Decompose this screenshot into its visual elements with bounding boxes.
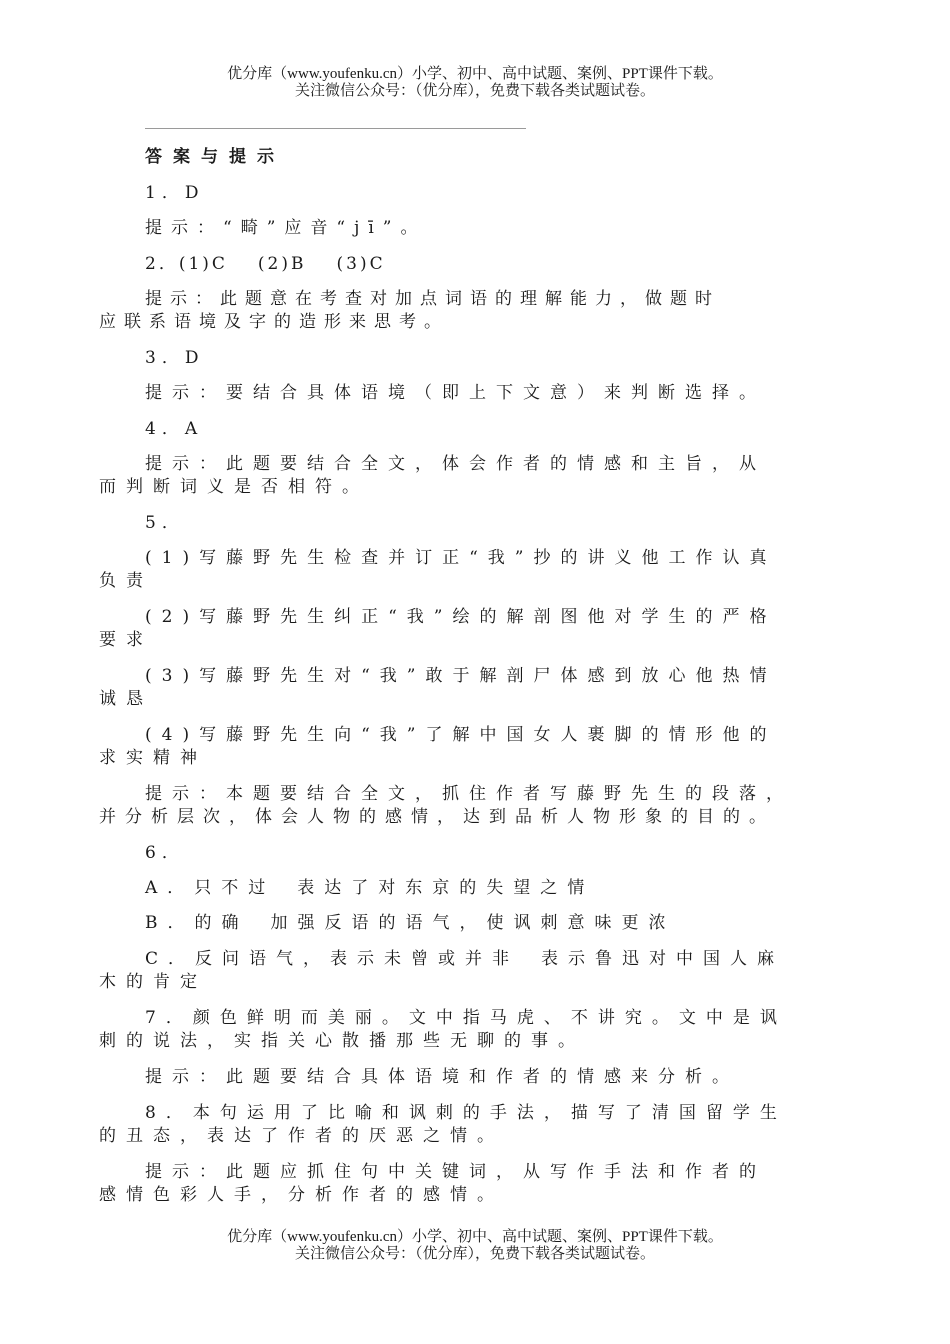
q6-option-c-label: C．反问语气，表示未曾或并非 xyxy=(145,949,520,969)
q5-item-2-line-2: 要求 xyxy=(99,630,153,650)
page-header xyxy=(0,66,950,100)
q6-option-c-text: 表示鲁迅对中国人麻 xyxy=(541,949,785,969)
q5-item-1-line-2: 负责 xyxy=(99,571,153,591)
header-line-2: 关注微信公众号：（优分库），免费下载各类试题试卷。 xyxy=(294,83,655,99)
q2-hint-line-2: 应联系语境及字的造形来思考。 xyxy=(99,312,449,332)
q2-answer-2: (2)B xyxy=(257,254,307,274)
section-title: 答案与提示 xyxy=(145,147,285,167)
footer-line-1: 优分库（www.youfenku.cn）小学、初中、高中试题、案例、PPT课件下载。 xyxy=(227,1229,723,1245)
q8-hint-line-2: 感情色彩人手，分析作者的感情。 xyxy=(99,1185,504,1205)
q2-hint-line-1: 提示：此题意在考查对加点词语的理解能力，做题时 xyxy=(145,289,720,309)
q5-hint-line-2: 并分析层次，体会人物的感情，达到品析人物形象的目的。 xyxy=(99,807,775,827)
q5-item-4-line-1: (4)写藤野先生向“我”了解中国女人裹脚的情形他的 xyxy=(145,725,777,745)
q2-answers xyxy=(145,253,386,275)
q5-number: 5． xyxy=(145,513,185,533)
q5-item-3-line-2: 诚恳 xyxy=(99,689,153,709)
q5-item-2-line-1: (2)写藤野先生纠正“我”绘的解剖图他对学生的严格 xyxy=(145,607,777,627)
q2-answer-3: (3)C xyxy=(336,254,386,274)
q8-answer-line-2: 的丑态，表达了作者的厌恶之情。 xyxy=(99,1126,504,1146)
q6-option-b-label: B．的确 xyxy=(145,913,249,933)
q5-hint-line-1: 提示：本题要结合全文，抓住作者写藤野先生的段落， xyxy=(145,784,793,804)
q7-answer-line-2: 刺的说法，实指关心散播那些无聊的事。 xyxy=(99,1031,585,1051)
q6-option-b-text: 加强反语的语气，使讽刺意味更浓 xyxy=(270,913,676,933)
q2-number: 2． xyxy=(145,254,179,274)
q3-hint: 提示：要结合具体语境（即上下文意）来判断选择。 xyxy=(145,383,766,403)
q6-option-a-label: A．只不过 xyxy=(145,878,276,898)
q6-number: 6． xyxy=(145,843,185,863)
q8-hint-line-1: 提示：此题应抓住句中关键词，从写作手法和作者的 xyxy=(145,1162,766,1182)
q6-option-a-text: 表达了对东京的失望之情 xyxy=(297,878,595,898)
q6-option-c xyxy=(145,948,784,970)
q7-answer-line-1: 7．颜色鲜明而美丽。文中指马虎、不讲究。文中是讽 xyxy=(145,1008,787,1028)
q7-hint: 提示：此题要结合具体语境和作者的情感来分析。 xyxy=(145,1067,739,1087)
q5-item-4-line-2: 求实精神 xyxy=(99,748,207,768)
q2-answer-1: (1)C xyxy=(178,254,228,274)
q1-answer: 1．D xyxy=(145,183,205,203)
header-line-1: 优分库（www.youfenku.cn）小学、初中、高中试题、案例、PPT课件下载。 xyxy=(227,66,723,82)
header-divider xyxy=(145,128,526,129)
q6-option-c-line-2: 木的肯定 xyxy=(99,972,207,992)
page-footer xyxy=(0,1229,950,1263)
q4-hint-line-2: 而判断词义是否相符。 xyxy=(99,477,369,497)
q6-option-b xyxy=(145,912,676,934)
q4-answer: 4．A xyxy=(145,419,204,439)
q4-hint-line-1: 提示：此题要结合全文，体会作者的情感和主旨，从 xyxy=(145,454,766,474)
q5-item-1-line-1: (1)写藤野先生检查并订正“我”抄的讲义他工作认真 xyxy=(145,548,777,568)
q8-answer-line-1: 8．本句运用了比喻和讽刺的手法，描写了清国留学生 xyxy=(145,1103,787,1123)
q3-answer: 3．D xyxy=(145,348,205,368)
footer-line-2: 关注微信公众号：（优分库），免费下载各类试题试卷。 xyxy=(294,1246,655,1262)
q6-option-a xyxy=(145,877,594,899)
q1-hint: 提示：“畸”应音“jī”。 xyxy=(145,218,427,238)
q5-item-3-line-1: (3)写藤野先生对“我”敢于解剖尸体感到放心他热情 xyxy=(145,666,777,686)
